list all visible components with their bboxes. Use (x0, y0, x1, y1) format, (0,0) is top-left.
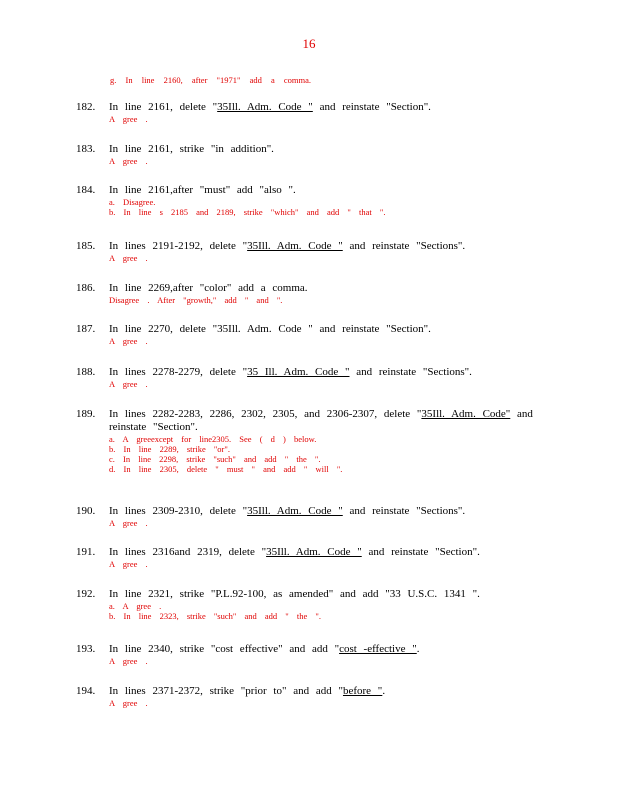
list-item (76, 546, 536, 569)
response-line: A gree . (109, 253, 148, 263)
response-line: b. In line 2289, strike "or". (109, 444, 230, 454)
list-item (76, 282, 536, 305)
list-item (76, 505, 536, 528)
item-number: 191. (76, 546, 96, 558)
item-text: In lines 2278-2279, delete "35 Ill. Adm. Code " and reinstate "Sections". (109, 366, 472, 378)
response-line: b. In line 2323, strike "such" and add " the ". (109, 611, 321, 621)
response-line: A gree . (109, 656, 148, 666)
item-number: 192. (76, 588, 96, 600)
list-item (76, 408, 536, 474)
response-line: Disagree . After "growth," add " and ". (109, 295, 283, 305)
page-number: 16 (302, 36, 316, 51)
list-item (76, 184, 536, 217)
response-line: A gree . (109, 518, 148, 528)
response-line: d. In line 2305, delete " must " and add " will ". (109, 464, 343, 474)
response-line: A gree . (109, 156, 148, 166)
list-item (76, 143, 536, 166)
item-text: In line 2269,after "color" add a comma. (109, 282, 308, 294)
list-item (76, 588, 536, 621)
item-text: In line 2340, strike "cost effective" and add "cost -effective ". (109, 643, 420, 655)
list-item (76, 366, 536, 389)
item-text: In lines 2316and 2319, delete "35Ill. Adm. Code " and reinstate "Section". (109, 546, 480, 558)
item-number: 186. (76, 282, 96, 294)
item-text: In line 2270, delete "35Ill. Adm. Code " and reinstate "Section". (109, 323, 431, 335)
response-line: c. In line 2298, strike "such" and add " the ". (109, 454, 321, 464)
list-item (76, 643, 536, 666)
list-item (76, 323, 536, 346)
item-text: In lines 2309-2310, delete "35Ill. Adm. Code " and reinstate "Sections". (109, 505, 466, 517)
list-item (76, 240, 536, 263)
item-text: In line 2161, delete "35Ill. Adm. Code " and reinstate "Section". (109, 101, 431, 113)
response-line: A gree . (109, 698, 148, 708)
item-number: 193. (76, 643, 96, 655)
item-number: 194. (76, 685, 96, 697)
item-number: 185. (76, 240, 96, 252)
response-line: A gree . (109, 114, 148, 124)
item-number: 188. (76, 366, 96, 378)
item-number: 190. (76, 505, 96, 517)
response-line: A gree . (109, 559, 148, 569)
list-item (76, 685, 536, 708)
response-line: b. In line s 2185 and 2189, strike "which" and add " that ". (109, 207, 386, 217)
item-text: In lines 2282-2283, 2286, 2302, 2305, and 2306-2307, delete "35Ill. Adm. Code" and reinstate "Section". (109, 408, 533, 433)
item-number: 184. (76, 184, 96, 196)
response-line: A gree . (109, 379, 148, 389)
item-number: 189. (76, 408, 96, 420)
response-line: A gree . (109, 336, 148, 346)
item-text: In line 2321, strike "P.L.92-100, as amended" and add "33 U.S.C. 1341 ". (109, 588, 480, 600)
response-line: a. A gree . (109, 601, 162, 611)
carryover-response: g. In line 2160, after "1971" add a comma. (110, 75, 312, 85)
item-text: In lines 2191-2192, delete "35Ill. Adm. Code " and reinstate "Sections". (109, 240, 466, 252)
response-line: a. Disagree. (109, 197, 156, 207)
item-number: 182. (76, 101, 96, 113)
item-number: 187. (76, 323, 96, 335)
item-text: In line 2161, strike "in addition". (109, 143, 274, 155)
item-text: In line 2161,after "must" add "also ". (109, 184, 296, 196)
response-line: a. A greeexcept for line2305. See ( d ) below. (109, 434, 317, 444)
item-number: 183. (76, 143, 96, 155)
item-text: In lines 2371-2372, strike "prior to" and add "before ". (109, 685, 386, 697)
list-item (76, 101, 536, 124)
